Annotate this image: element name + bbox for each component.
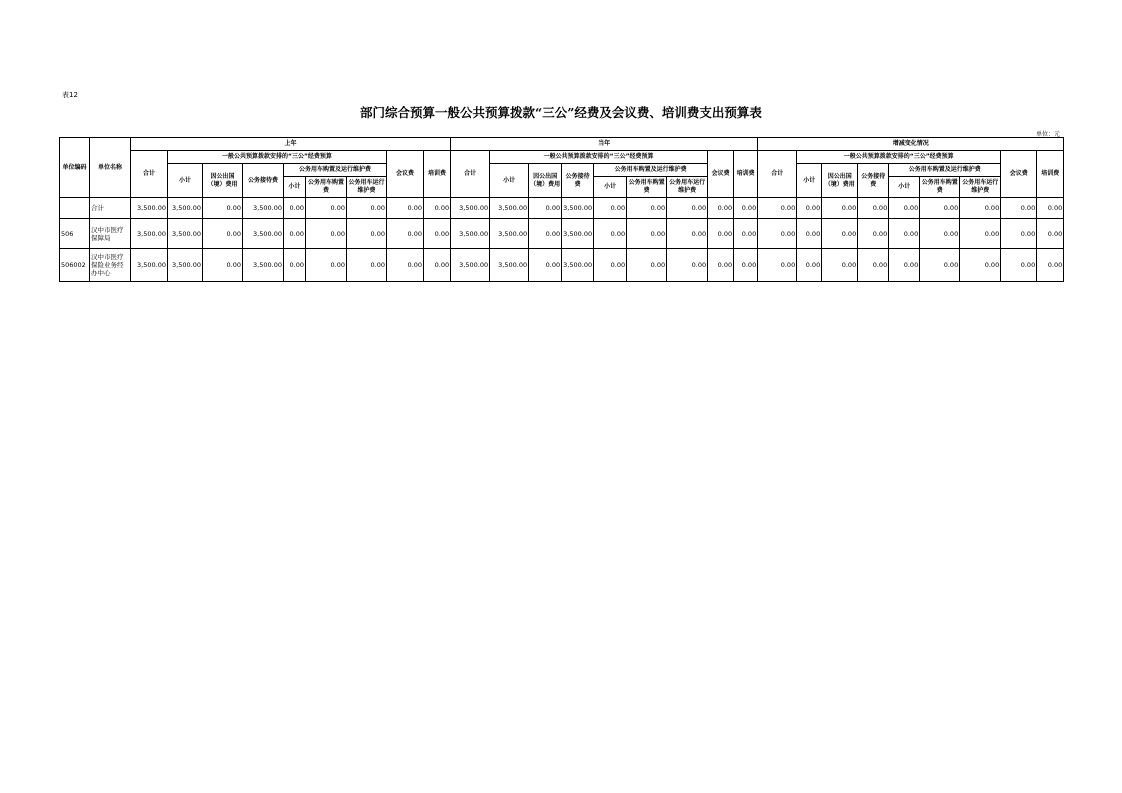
header-training: 培训费 — [734, 151, 758, 198]
cell-value: 3,500.00 — [243, 198, 284, 219]
cell-value: 0.00 — [627, 198, 667, 219]
cell-value: 0.00 — [424, 198, 451, 219]
cell-value: 3,500.00 — [451, 249, 490, 282]
cell-value: 0.00 — [960, 249, 1001, 282]
header-vehicle: 公务用车购置及运行维护费 — [284, 164, 387, 177]
cell-value: 0.00 — [1037, 219, 1064, 249]
cell-value: 0.00 — [347, 249, 387, 282]
cell-value: 0.00 — [758, 198, 797, 219]
cell-value: 0.00 — [797, 219, 822, 249]
cell-value: 0.00 — [306, 198, 347, 219]
header-total: 合计 — [131, 151, 168, 198]
cell-value: 0.00 — [627, 249, 667, 282]
cell-value: 3,500.00 — [131, 219, 168, 249]
header-meeting: 会议费 — [387, 151, 424, 198]
cell-unit-name: 汉中市医疗保险业务经办中心 — [90, 249, 131, 282]
cell-unit-name: 合计 — [90, 198, 131, 219]
cell-value: 0.00 — [920, 249, 960, 282]
cell-value: 0.00 — [920, 198, 960, 219]
cell-value: 0.00 — [797, 249, 822, 282]
cell-value: 0.00 — [708, 198, 734, 219]
cell-value: 0.00 — [594, 249, 627, 282]
cell-value: 0.00 — [889, 219, 920, 249]
header-vehicle-maintenance: 公务用车运行维护费 — [347, 177, 387, 198]
cell-unit-code — [60, 198, 90, 219]
cell-value: 3,500.00 — [131, 249, 168, 282]
cell-value: 0.00 — [284, 219, 306, 249]
cell-value: 0.00 — [960, 198, 1001, 219]
cell-value: 0.00 — [1001, 249, 1037, 282]
header-abroad: 因公出国（境）费用 — [822, 164, 858, 198]
header-vehicle-subtotal: 小计 — [284, 177, 306, 198]
cell-value: 0.00 — [858, 219, 889, 249]
cell-value: 3,500.00 — [562, 219, 594, 249]
header-vehicle-purchase: 公务用车购置费 — [627, 177, 667, 198]
cell-value: 3,500.00 — [490, 219, 529, 249]
cell-value: 0.00 — [1037, 198, 1064, 219]
header-meeting: 会议费 — [1001, 151, 1037, 198]
header-three-public: 一般公共预算拨款安排的“三公”经费预算 — [168, 151, 387, 164]
cell-value: 0.00 — [822, 219, 858, 249]
cell-value: 0.00 — [889, 198, 920, 219]
cell-value: 3,500.00 — [168, 198, 203, 219]
cell-value: 0.00 — [822, 249, 858, 282]
cell-value: 0.00 — [734, 198, 758, 219]
cell-value: 0.00 — [347, 219, 387, 249]
header-subtotal: 小计 — [490, 164, 529, 198]
table-row — [60, 249, 1064, 282]
cell-value: 0.00 — [667, 198, 708, 219]
cell-value: 0.00 — [734, 219, 758, 249]
header-training: 培训费 — [1037, 151, 1064, 198]
header-abroad: 因公出国（境）费用 — [203, 164, 243, 198]
cell-value: 0.00 — [858, 198, 889, 219]
header-subtotal: 小计 — [797, 164, 822, 198]
header-total: 合计 — [451, 151, 490, 198]
header-vehicle: 公务用车购置及运行维护费 — [594, 164, 708, 177]
table-body — [60, 198, 1064, 282]
cell-unit-name: 汉中市医疗保障局 — [90, 219, 131, 249]
header-unit-code: 单位编码 — [60, 138, 90, 198]
cell-value: 3,500.00 — [451, 219, 490, 249]
header-reception: 公务接待费 — [562, 164, 594, 198]
cell-value: 0.00 — [424, 219, 451, 249]
sheet-label: 表12 — [62, 91, 78, 99]
cell-value: 0.00 — [822, 198, 858, 219]
cell-value: 0.00 — [347, 198, 387, 219]
header-vehicle-purchase: 公务用车购置费 — [920, 177, 960, 198]
cell-value: 0.00 — [667, 249, 708, 282]
cell-value: 0.00 — [734, 249, 758, 282]
header-vehicle-purchase: 公务用车购置费 — [306, 177, 347, 198]
cell-unit-code: 506002 — [60, 249, 90, 282]
cell-value: 0.00 — [667, 219, 708, 249]
cell-value: 0.00 — [203, 219, 243, 249]
header-three-public: 一般公共预算拨款安排的“三公”经费预算 — [490, 151, 708, 164]
cell-value: 0.00 — [529, 249, 562, 282]
header-training: 培训费 — [424, 151, 451, 198]
cell-value: 0.00 — [627, 219, 667, 249]
cell-value: 3,500.00 — [490, 249, 529, 282]
cell-value: 0.00 — [306, 249, 347, 282]
cell-value: 0.00 — [203, 249, 243, 282]
cell-value: 3,500.00 — [451, 198, 490, 219]
cell-value: 0.00 — [1001, 219, 1037, 249]
cell-value: 0.00 — [306, 219, 347, 249]
cell-unit-code: 506 — [60, 219, 90, 249]
header-reception: 公务接待费 — [858, 164, 889, 198]
cell-value: 0.00 — [387, 249, 424, 282]
header-unit-name: 单位名称 — [90, 138, 131, 198]
cell-value: 3,500.00 — [243, 249, 284, 282]
cell-value: 3,500.00 — [562, 249, 594, 282]
cell-value: 0.00 — [889, 249, 920, 282]
cell-value: 0.00 — [203, 198, 243, 219]
table-row — [60, 219, 1064, 249]
cell-value: 0.00 — [594, 198, 627, 219]
cell-value: 0.00 — [529, 198, 562, 219]
header-meeting: 会议费 — [708, 151, 734, 198]
header-group-change: 增减变化情况 — [758, 138, 1064, 151]
cell-value: 0.00 — [708, 219, 734, 249]
cell-value: 3,500.00 — [168, 249, 203, 282]
cell-value: 0.00 — [920, 219, 960, 249]
cell-value: 0.00 — [758, 219, 797, 249]
cell-value: 3,500.00 — [168, 219, 203, 249]
cell-value: 3,500.00 — [562, 198, 594, 219]
page-title: 部门综合预算一般公共预算拨款“三公”经费及会议费、培训费支出预算表 — [360, 105, 762, 120]
cell-value: 0.00 — [960, 219, 1001, 249]
cell-value: 0.00 — [858, 249, 889, 282]
header-subtotal: 小计 — [168, 164, 203, 198]
cell-value: 0.00 — [594, 219, 627, 249]
header-vehicle-subtotal: 小计 — [594, 177, 627, 198]
cell-value: 0.00 — [284, 249, 306, 282]
cell-value: 3,500.00 — [490, 198, 529, 219]
cell-value: 0.00 — [387, 219, 424, 249]
header-total: 合计 — [758, 151, 797, 198]
cell-value: 0.00 — [1001, 198, 1037, 219]
cell-value: 3,500.00 — [243, 219, 284, 249]
header-vehicle-maintenance: 公务用车运行维护费 — [667, 177, 708, 198]
budget-table — [59, 137, 1064, 282]
header-reception: 公务接待费 — [243, 164, 284, 198]
header-group-curr: 当年 — [451, 138, 758, 151]
table-row — [60, 198, 1064, 219]
cell-value: 0.00 — [797, 198, 822, 219]
cell-value: 0.00 — [529, 219, 562, 249]
header-vehicle-maintenance: 公务用车运行维护费 — [960, 177, 1001, 198]
cell-value: 3,500.00 — [131, 198, 168, 219]
cell-value: 0.00 — [284, 198, 306, 219]
cell-value: 0.00 — [387, 198, 424, 219]
header-abroad: 因公出国（境）费用 — [529, 164, 562, 198]
header-vehicle-subtotal: 小计 — [889, 177, 920, 198]
unit-label: 单位：元 — [1035, 131, 1060, 138]
cell-value: 0.00 — [1037, 249, 1064, 282]
header-vehicle: 公务用车购置及运行维护费 — [889, 164, 1001, 177]
header-three-public: 一般公共预算拨款安排的“三公”经费预算 — [797, 151, 1001, 164]
cell-value: 0.00 — [424, 249, 451, 282]
cell-value: 0.00 — [708, 249, 734, 282]
cell-value: 0.00 — [758, 249, 797, 282]
header-group-prev: 上年 — [131, 138, 451, 151]
